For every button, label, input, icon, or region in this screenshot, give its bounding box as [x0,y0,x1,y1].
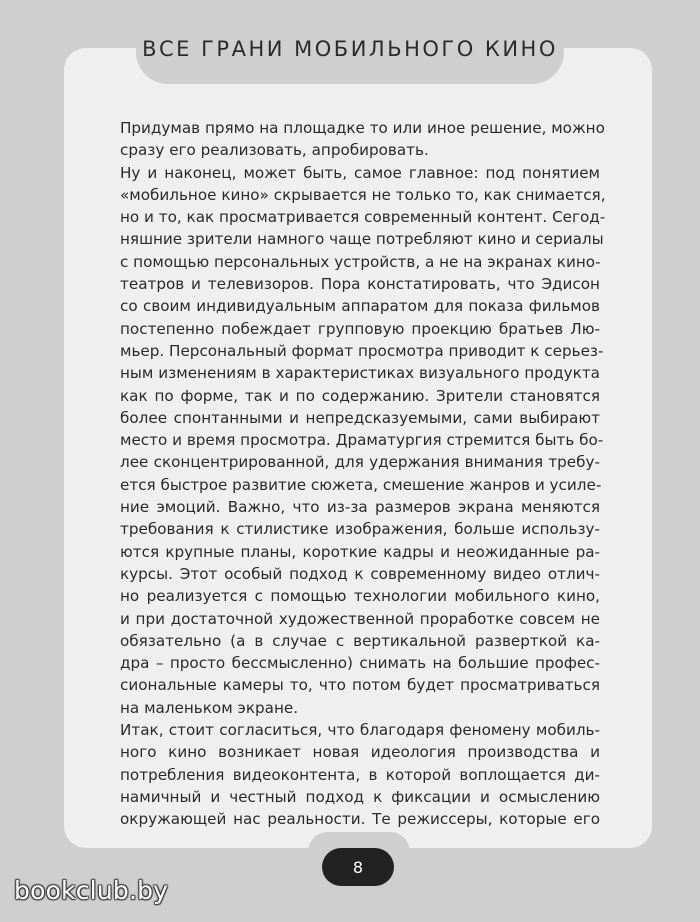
text-line: сразу его реализовать, апробировать. [120,141,429,160]
text-line: с помощью персональных устройств, а не на экранах кино- [120,252,601,271]
page-number: 8 [322,848,394,886]
text-line: курсы. Этот особый подход к современному видео отлич- [120,564,600,583]
text-line: няшние зрители намного чаще потребляют кино и сериалы [120,230,604,249]
text-line: дра – просто бессмысленно) снимать на большие профес- [120,654,600,673]
text-line: Ну и наконец, может быть, самое главное: под понятием [120,163,600,182]
text-line: ется быстрое развитие сюжета, смешение жанров и усиле- [120,475,602,494]
text-line: ного кино возникает новая идеология производства и [120,743,600,762]
text-line: «мобильное кино» скрывается не только то, как снимается, [120,185,606,204]
text-line: потребления видеоконтента, в которой воплощается ди- [120,765,600,784]
body-text [120,117,606,831]
text-line: Итак, стоит согласиться, что благодаря феномену мобиль- [120,721,600,740]
text-line: и при достаточной художественной проработке совсем не [120,609,600,628]
header-tab [136,0,564,84]
text-line: со своим индивидуальным аппаратом для показа фильмов [120,297,600,316]
text-line: как по форме, так и по содержанию. Зрители становятся [120,386,600,405]
text-line: мьер. Персональный формат просмотра приводит к серьез- [120,341,604,360]
text-line: место и время просмотра. Драматургия стремится быть бо- [120,431,604,450]
text-line: ным изменениям в характеристиках визуального продукта [120,364,600,383]
text-line: ние эмоций. Важно, что из-за размеров экрана меняются [120,498,600,517]
text-line: постепенно побеждает групповую проекцию братьев Лю- [120,319,600,338]
text-line: более спонтанными и непредсказуемыми, сами выбирают [120,408,600,427]
text-line: театров и телевизоров. Пора констатировать, что Эдисон [120,275,600,294]
text-line: требования к стилистике изображения, больше использу- [120,520,600,539]
text-line: сиональные камеры то, что потом будет просматриваться [120,676,600,695]
text-line: намичный и честный подход к фиксации и осмыслению [120,787,600,806]
text-line: окружающей нас реальности. Те режиссеры, которые его [120,810,600,829]
watermark-logo: bookclub.by [14,876,169,905]
text-line: Придумав прямо на площадке то или иное решение, можно [120,119,605,137]
text-line: но реализуется с помощью технологии мобильного кино, [120,587,600,606]
text-line: лее сконцентрированной, для удержания внимания требу- [120,453,600,472]
text-line: на маленьком экране. [120,698,299,717]
text-line: ются крупные планы, короткие кадры и неожиданные ра- [120,542,600,561]
text-line: обязательно (а в случае с вертикальной разверткой ка- [120,631,600,650]
text-line: но и то, как просматривается современный контент. Сегод- [120,208,606,227]
page-title: ВСЕ ГРАНИ МОБИЛЬНОГО КИНО [142,37,558,61]
